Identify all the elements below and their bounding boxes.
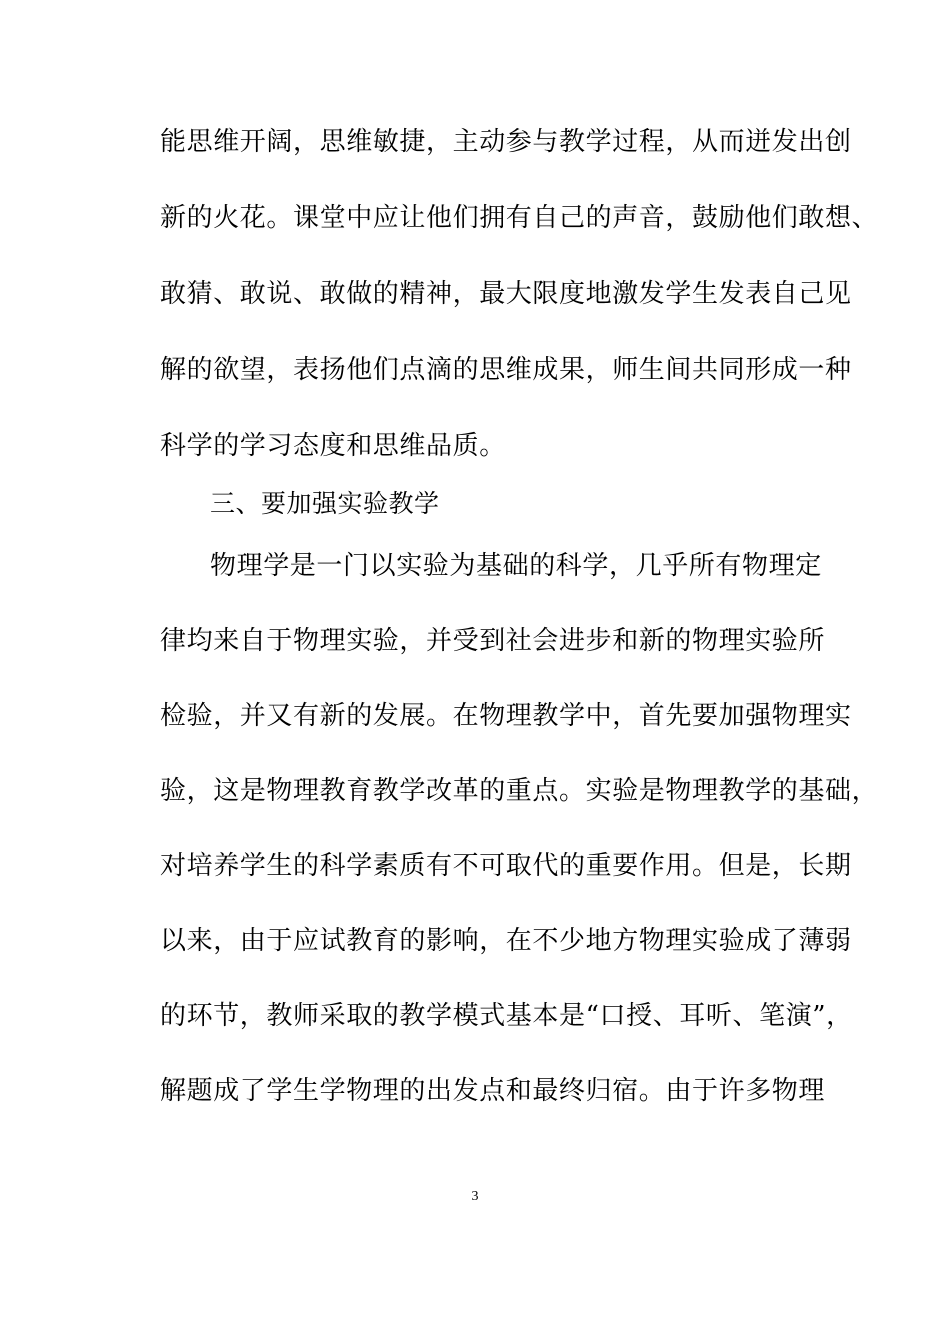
paragraph-2-line-7: 的环节，教师采取的教学模式基本是“口授、耳听、笔演”， xyxy=(160,1001,853,1031)
paragraph-1-line-1: 能思维开阔，思维敏捷，主动参与教学过程，从而迸发出创 xyxy=(160,127,852,157)
paragraph-2-line-1: 物理学是一门以实验为基础的科学，几乎所有物理定 xyxy=(210,551,822,581)
paragraph-2-line-3: 检验，并又有新的发展。在物理教学中，首先要加强物理实 xyxy=(160,701,852,731)
paragraph-1-line-4: 解的欲望，表扬他们点滴的思维成果，师生间共同形成一种 xyxy=(160,355,852,385)
page-number: 3 xyxy=(471,1189,479,1204)
paragraph-1-line-5: 科学的学习态度和思维品质。 xyxy=(160,431,506,461)
paragraph-2-line-5: 对培养学生的科学素质有不可取代的重要作用。但是，长期 xyxy=(160,851,852,881)
section-heading: 三、要加强实验教学 xyxy=(210,489,440,518)
paragraph-2-line-6: 以来，由于应试教育的影响，在不少地方物理实验成了薄弱 xyxy=(160,926,852,956)
paragraph-2-line-8: 解题成了学生学物理的出发点和最终归宿。由于许多物理 xyxy=(160,1076,826,1106)
paragraph-1-line-2: 新的火花。课堂中应让他们拥有自己的声音，鼓励他们敢想、 xyxy=(160,203,879,233)
paragraph-2-line-4: 验，这是物理教育教学改革的重点。实验是物理教学的基础， xyxy=(160,776,879,806)
paragraph-2-line-2: 律均来自于物理实验，并受到社会进步和新的物理实验所 xyxy=(160,626,826,656)
paragraph-1-line-3: 敢猜、敢说、敢做的精神，最大限度地激发学生发表自己见 xyxy=(160,279,852,309)
